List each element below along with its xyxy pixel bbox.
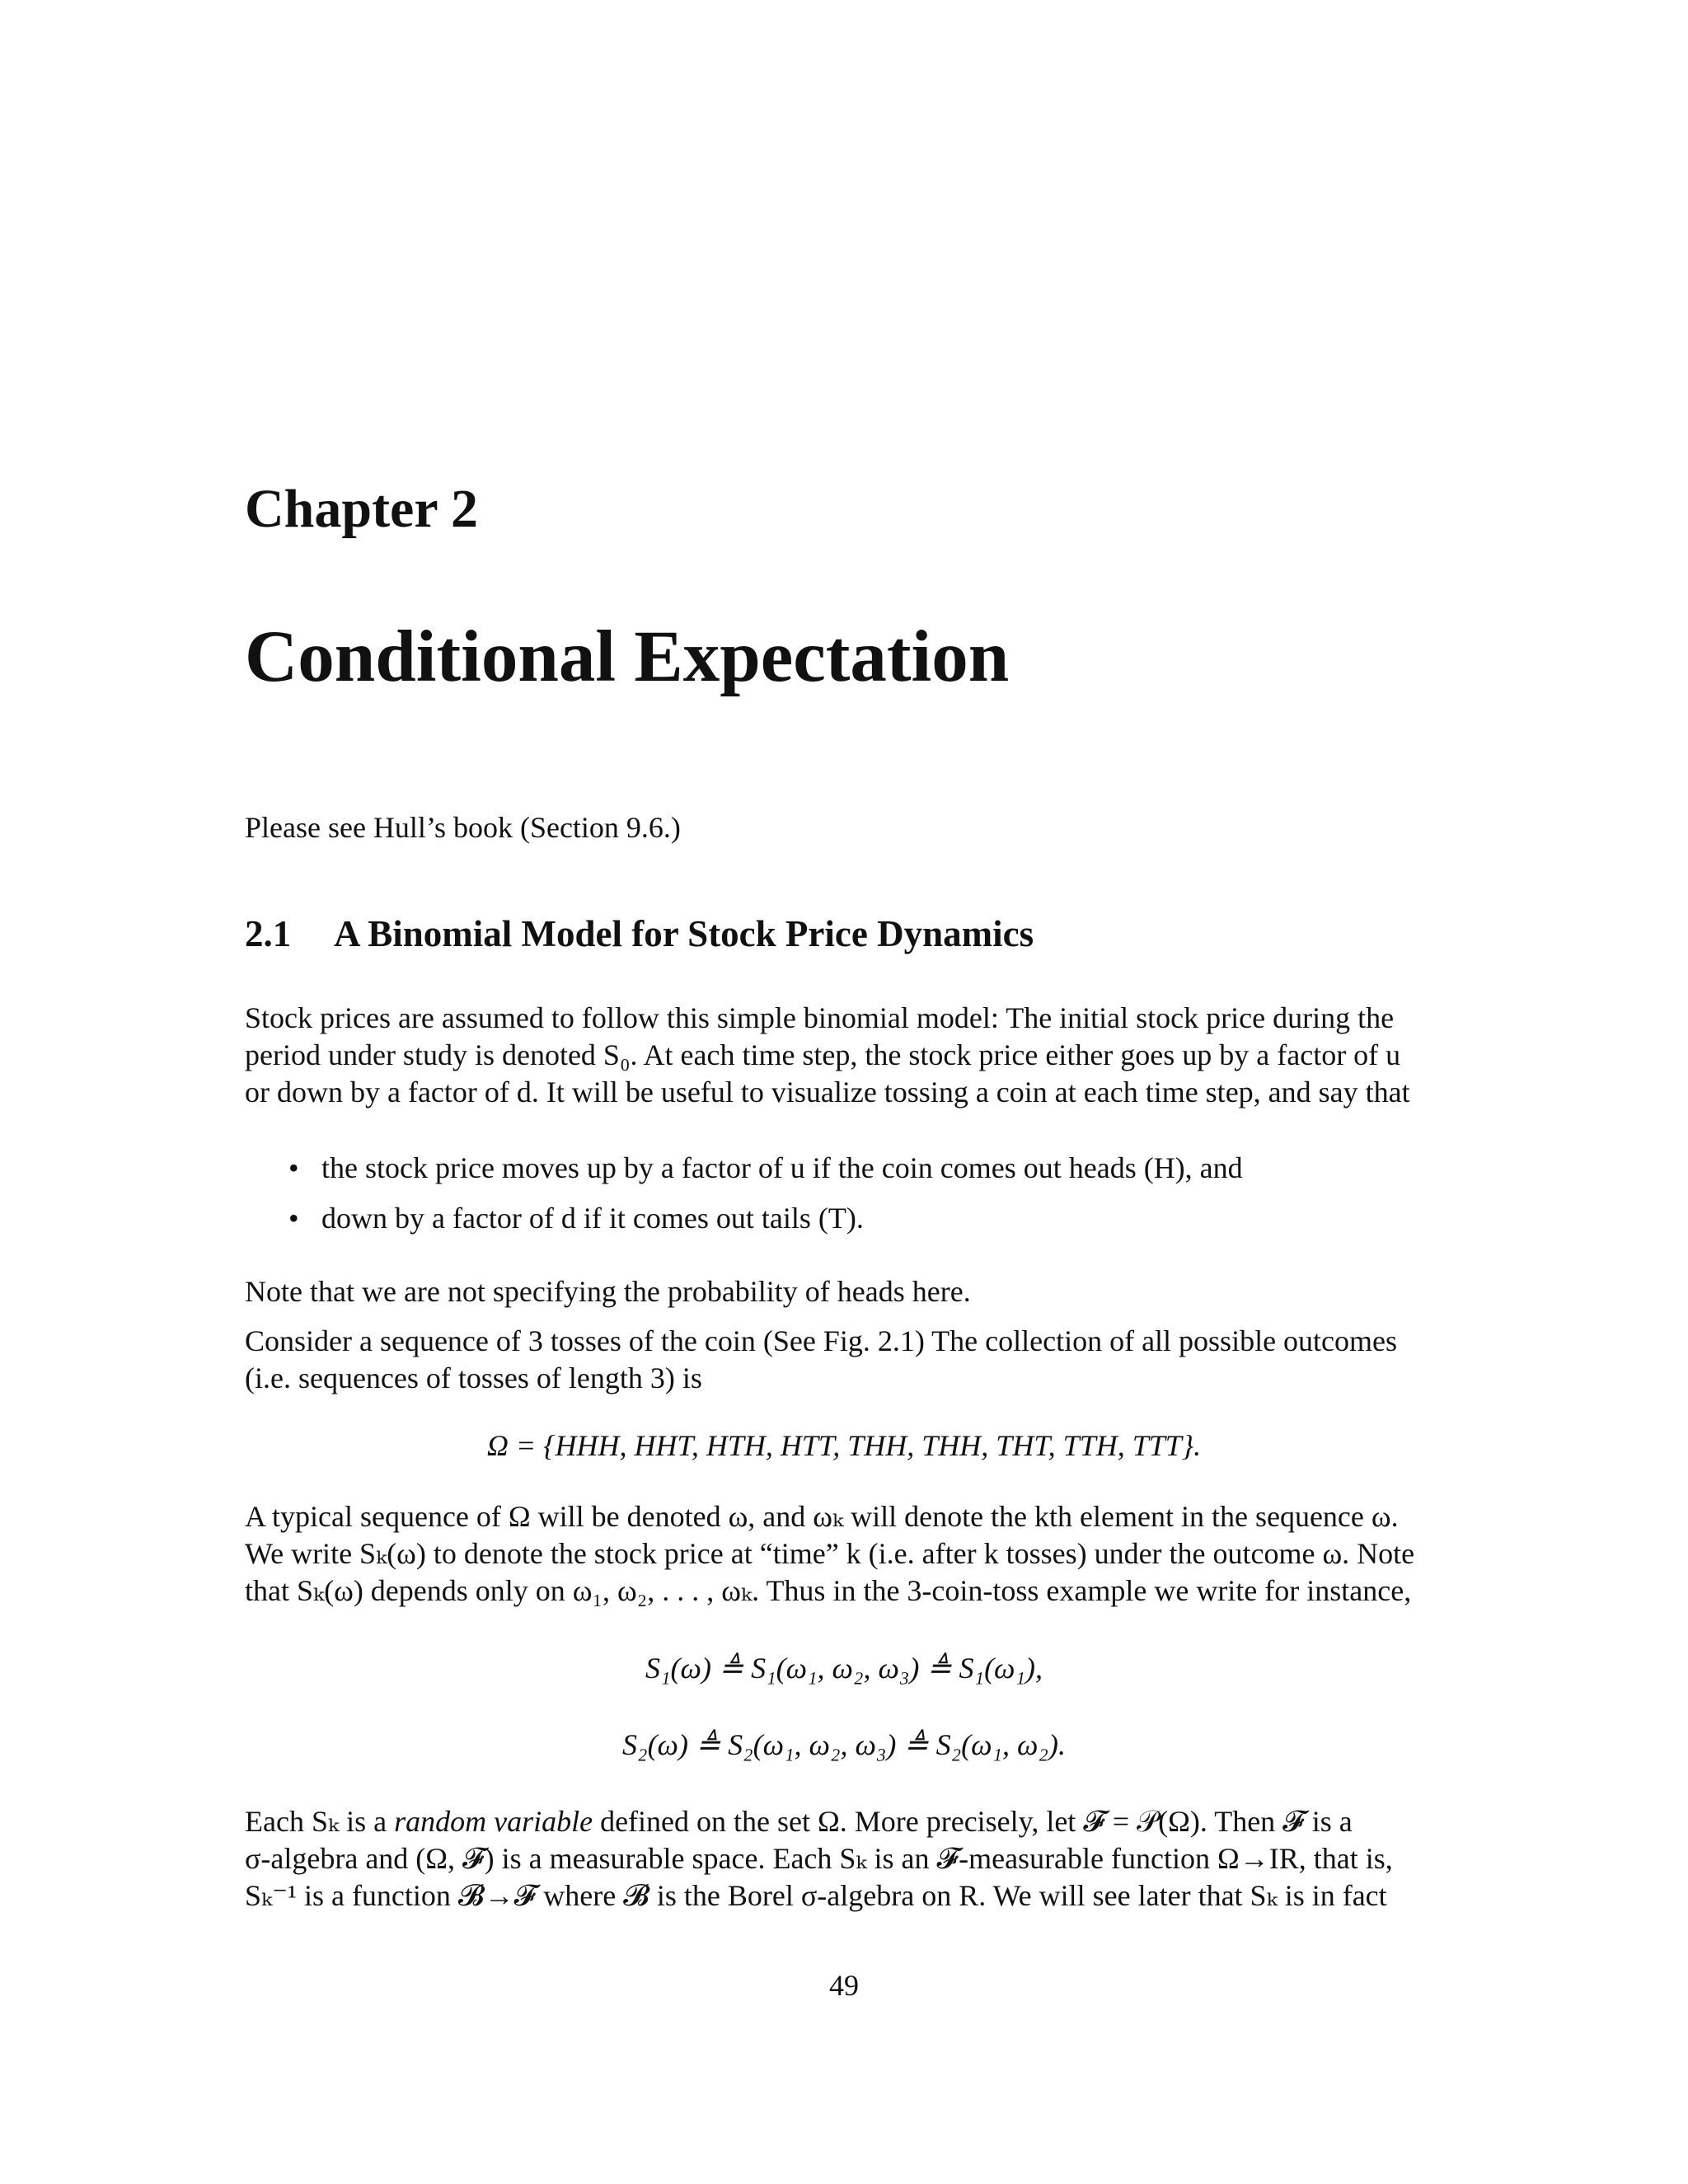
section-number: 2.1 xyxy=(245,913,292,954)
text-line: that Sₖ(ω) depends only on ω₁, ω₂, . . . , ωₖ. Thus in the 3-coin-toss example we write for instance, xyxy=(245,1574,1412,1607)
bullet-text: the stock price moves up by a factor of u if the coin comes out heads (H), and xyxy=(321,1151,1243,1184)
paragraph-sequence xyxy=(245,1498,1419,1610)
text-line: period under study is denoted S₀. At each time step, the stock price either goes up by a factor of u xyxy=(245,1038,1401,1071)
bullet-list xyxy=(288,1150,1418,1250)
chapter-title: Conditional Expectation xyxy=(245,616,1010,697)
bullet-icon: • xyxy=(288,1151,299,1184)
list-item xyxy=(288,1200,1418,1237)
text-fragment: defined on the set Ω. More precisely, let 𝓕 = 𝒫(Ω). Then 𝓕 is a xyxy=(593,1805,1353,1838)
note-text: Note that we are not specifying the probability of heads here. xyxy=(245,1275,971,1308)
paragraph-tosses xyxy=(245,1323,1419,1397)
text-line xyxy=(245,1803,1419,1840)
omega-equation: Ω = {HHH, HHT, HTH, HTT, THH, THH, THT, TTH, TTT}. xyxy=(486,1429,1202,1462)
list-item xyxy=(288,1150,1418,1187)
bullet-text: down by a factor of d if it comes out tails (T). xyxy=(321,1202,864,1235)
equation-s1: S₁(ω) ≜ S₁(ω₁, ω₂, ω₃) ≜ S₁(ω₁), xyxy=(645,1652,1043,1685)
text-line: We write Sₖ(ω) to denote the stock price at “time” k (i.e. after k tosses) under the outcome ω. Note xyxy=(245,1537,1415,1570)
bullet-icon: • xyxy=(288,1202,299,1235)
text-line: Consider a sequence of 3 tosses of the coin (See Fig. 2.1) The collection of all possible outcomes xyxy=(245,1324,1398,1357)
text-line: A typical sequence of Ω will be denoted ω, and ωₖ will denote the kth element in the sequence ω. xyxy=(245,1500,1399,1533)
text-line: (i.e. sequences of tosses of length 3) is xyxy=(245,1361,702,1394)
section-heading xyxy=(245,911,1034,957)
emphasis-text: random variable xyxy=(394,1805,593,1838)
text-line: σ-algebra and (Ω, 𝓕) is a measurable space. Each Sₖ is an 𝓕-measurable function Ω→IR, that is, xyxy=(245,1842,1393,1875)
intro-text: Please see Hull’s book (Section 9.6.) xyxy=(245,811,681,844)
paragraph-model xyxy=(245,1000,1419,1111)
section-title: A Binomial Model for Stock Price Dynamics xyxy=(334,913,1034,954)
text-line: or down by a factor of d. It will be useful to visualize tossing a coin at each time step, and say that xyxy=(245,1076,1410,1108)
page-number: 49 xyxy=(829,1969,859,2002)
paragraph-random-variable xyxy=(245,1803,1419,1915)
text-line: Sₖ⁻¹ is a function 𝓑→𝓕 where 𝓑 is the Borel σ-algebra on R. We will see later that Sₖ is in fact xyxy=(245,1879,1387,1912)
equation-s2: S₂(ω) ≜ S₂(ω₁, ω₂, ω₃) ≜ S₂(ω₁, ω₂). xyxy=(622,1728,1066,1761)
chapter-label: Chapter 2 xyxy=(245,479,478,539)
text-fragment: Each Sₖ is a xyxy=(245,1805,395,1838)
text-line: Stock prices are assumed to follow this simple binomial model: The initial stock price during the xyxy=(245,1001,1395,1034)
